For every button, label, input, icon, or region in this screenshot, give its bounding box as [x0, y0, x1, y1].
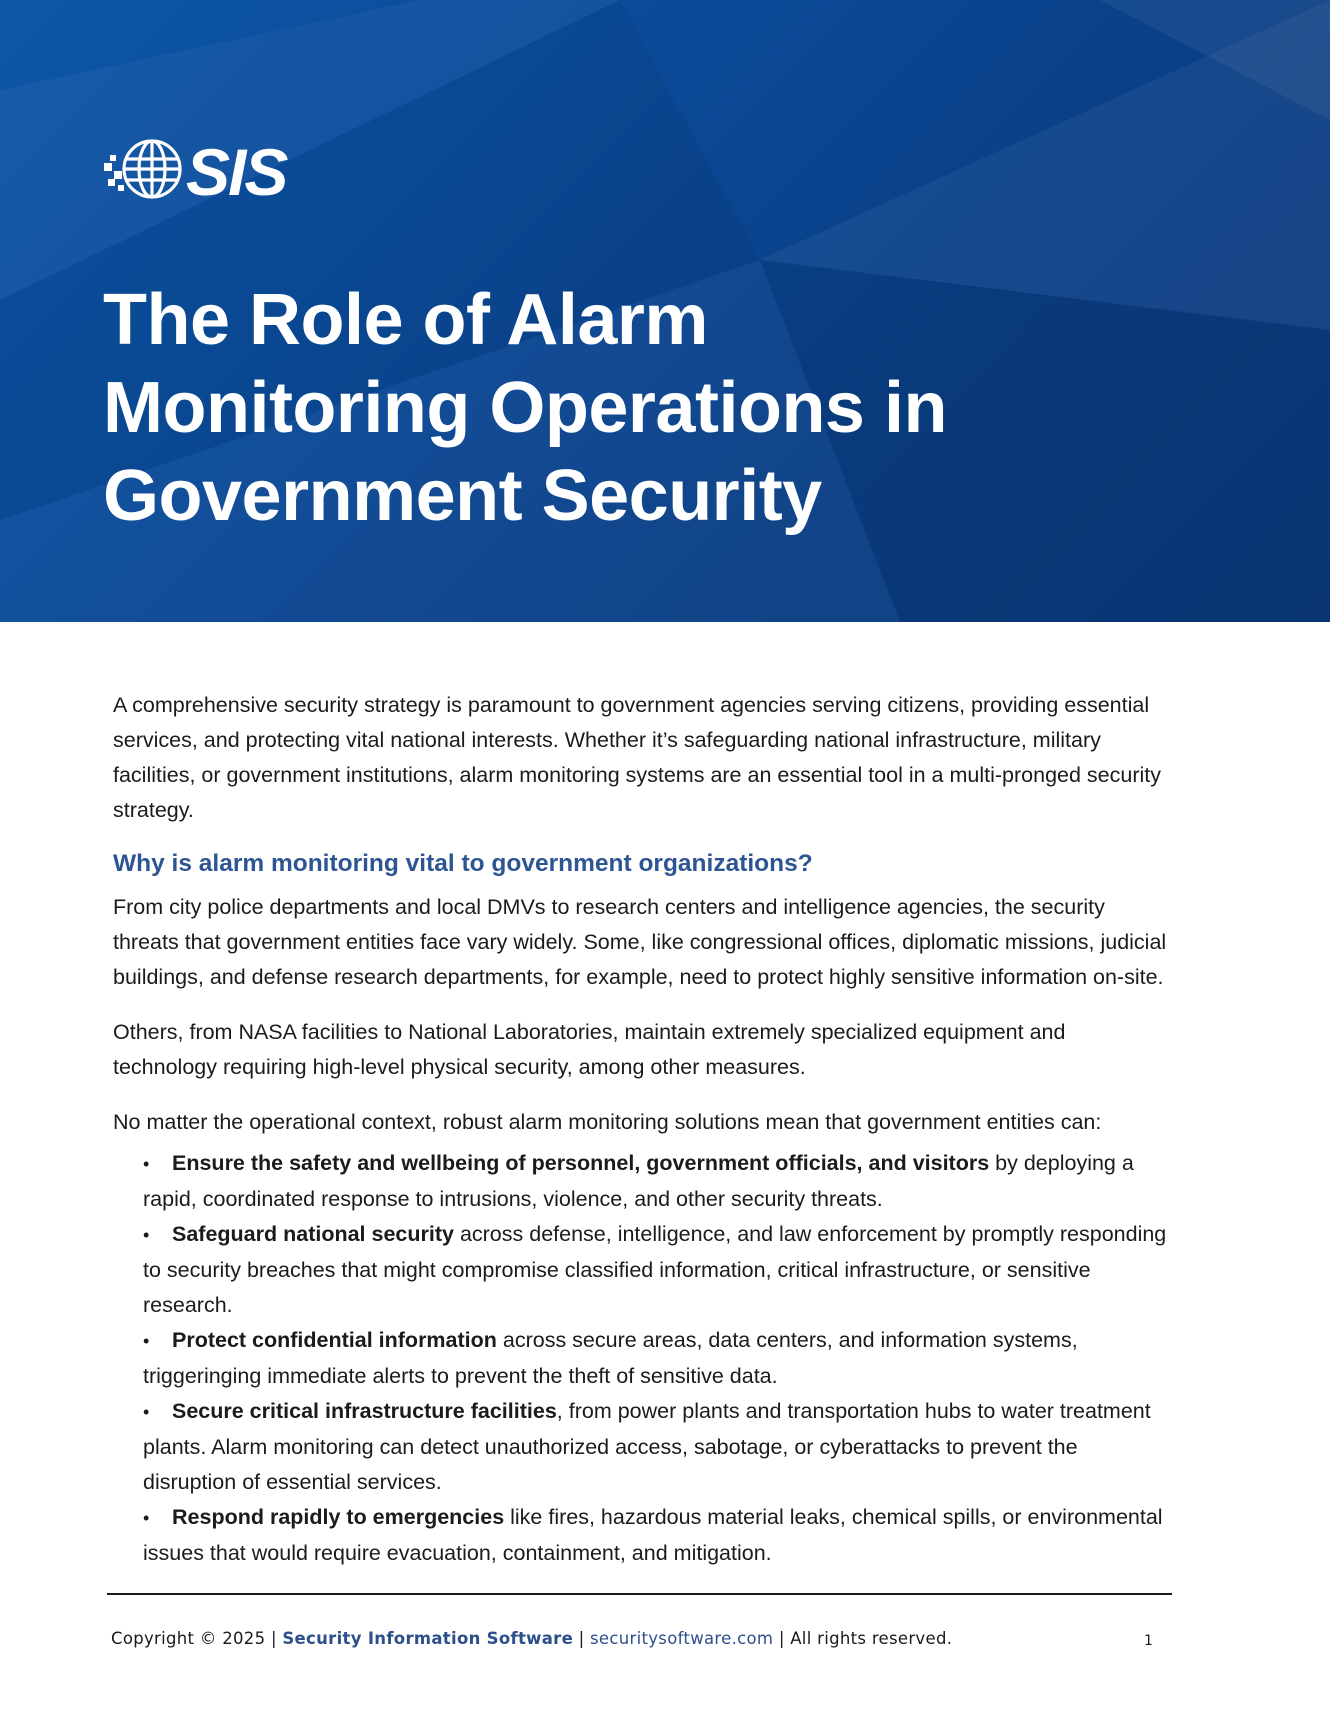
footer-separator: | [270, 1629, 277, 1648]
bullet-list [143, 1146, 1173, 1571]
footer-divider [107, 1593, 1172, 1595]
document-body [113, 688, 1173, 1571]
bullet-icon: • [143, 1402, 150, 1422]
intro-paragraph: A comprehensive security strategy is paramount to government agencies serving citizens, providing essential services, and protecting vital national interests. Whether it’s safeguarding national infrastructure, military facilities, or government institutions, alarm monitoring systems are an essential tool in a multi-pronged security strategy. [113, 693, 1161, 822]
bullet-icon: • [143, 1508, 150, 1528]
bullet-text: by deploying a rapid, coordinated response to intrusions, violence, and other security threats. [143, 1151, 1134, 1211]
list-item [143, 1146, 1173, 1217]
company-name: Security Information Software [282, 1629, 574, 1648]
globe-logo-icon [104, 133, 334, 205]
hero-banner [0, 0, 1330, 622]
footer-separator: | [778, 1629, 785, 1648]
list-item [143, 1500, 1173, 1571]
bullet-bold: Ensure the safety and wellbeing of personnel, government officials, and visitors [172, 1151, 990, 1175]
footer-separator: | [578, 1629, 585, 1648]
footer [111, 1629, 1111, 1648]
rights-text: All rights reserved. [790, 1629, 953, 1648]
title-line: Monitoring Operations in [103, 368, 947, 448]
bullet-icon: • [143, 1154, 150, 1174]
document-title [103, 276, 1103, 540]
bullet-text: across defense, intelligence, and law enforcement by promptly responding to security breaches that might compromise classified information, critical infrastructure, or sensitive research. [143, 1222, 1167, 1317]
bullet-text: , from power plants and transportation hubs to water treatment plants. Alarm monitoring can detect unauthorized access, sabotage, or cyberattacks to prevent the disruption of essential services. [143, 1399, 1151, 1494]
section-heading: Why is alarm monitoring vital to government organizations? [113, 850, 813, 877]
body-paragraph: Others, from NASA facilities to National Laboratories, maintain extremely specialized equipment and technology requiring high-level physical security, among other measures. [113, 1020, 1066, 1079]
list-item [143, 1323, 1173, 1394]
body-paragraph: No matter the operational context, robust alarm monitoring solutions mean that government entities can: [113, 1110, 1102, 1134]
list-item [143, 1217, 1173, 1323]
sis-logo [104, 133, 334, 205]
copyright-text: Copyright © 2025 [111, 1629, 266, 1648]
bullet-bold: Safeguard national security [172, 1222, 454, 1246]
bullet-text: across secure areas, data centers, and information systems, triggeringing immediate alerts to prevent the theft of sensitive data. [143, 1328, 1078, 1388]
bullet-bold: Respond rapidly to emergencies [172, 1505, 505, 1529]
bullet-icon: • [143, 1331, 150, 1351]
title-line: Government Security [103, 456, 822, 536]
body-paragraph: From city police departments and local DMVs to research centers and intelligence agencies, the security threats that government entities face vary widely. Some, like congressional offices, diplomatic missions, judicial buildings, and defense research departments, for example, need to protect highly sensitive information on-site. [113, 895, 1167, 989]
list-item [143, 1394, 1173, 1500]
page-number: 1 [1144, 1633, 1153, 1649]
bullet-icon: • [143, 1225, 150, 1245]
bullet-bold: Secure critical infrastructure facilities [172, 1399, 557, 1423]
website-link[interactable]: securitysoftware.com [590, 1629, 774, 1648]
bullet-text: like fires, hazardous material leaks, chemical spills, or environmental issues that would require evacuation, containment, and mitigation. [143, 1505, 1163, 1565]
svg-text:SIS: SIS [186, 135, 287, 205]
bullet-bold: Protect confidential information [172, 1328, 497, 1352]
title-line: The Role of Alarm [103, 280, 708, 360]
